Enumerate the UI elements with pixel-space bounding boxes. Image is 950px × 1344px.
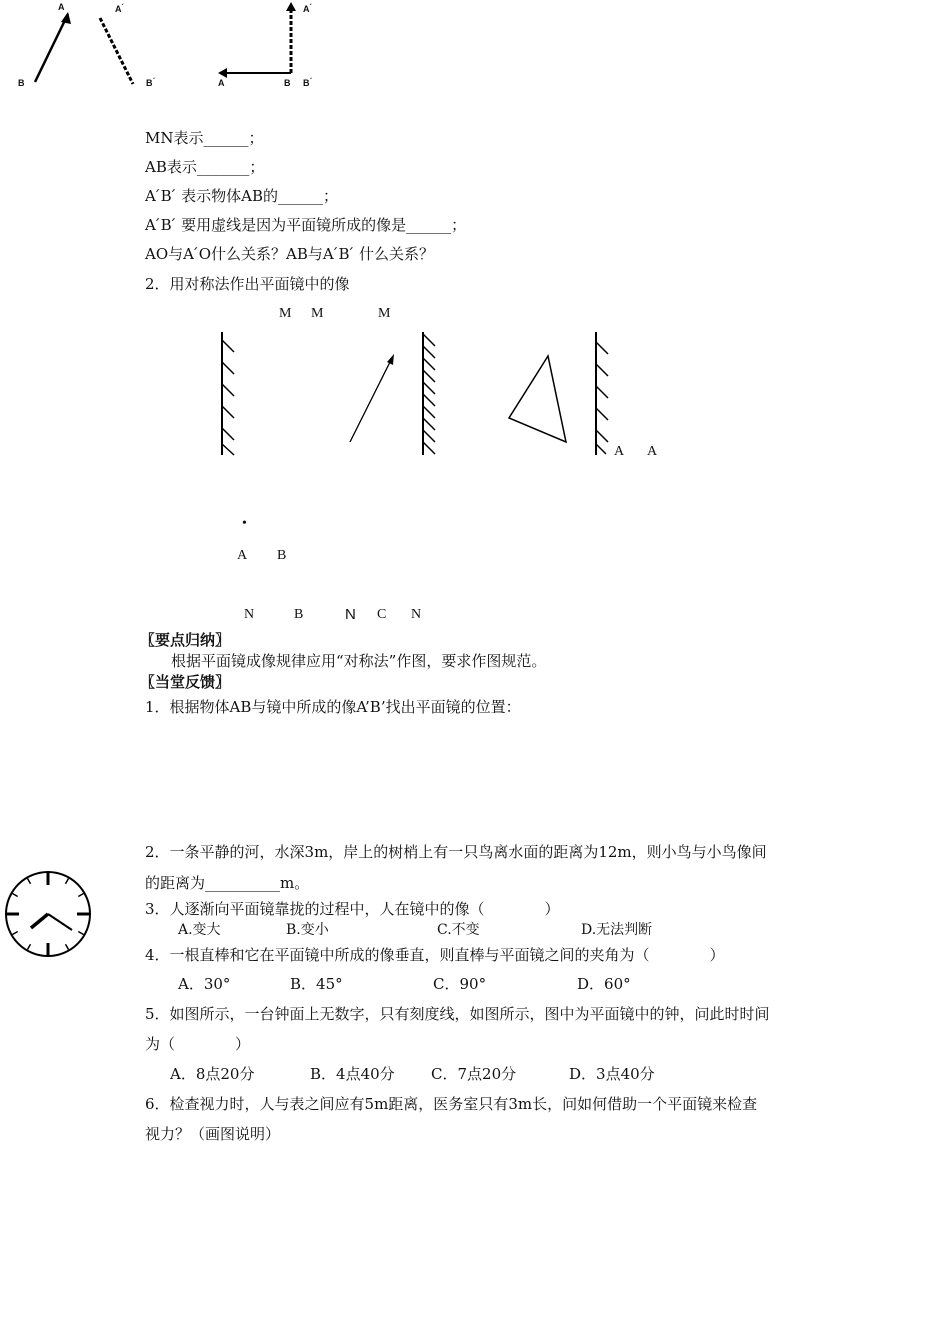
label-a-horizontal: A [218, 78, 225, 88]
label-b-horizontal: B [284, 78, 291, 88]
label-a-top: A [58, 2, 65, 12]
label-b-1: B [277, 548, 287, 563]
summary-heading: 〖要点归纳〗 [140, 631, 231, 649]
feedback-q4: 4．一根直棒和它在平面镜中所成的像垂直，则直棒与平面镜之间的夹角为（ ） [145, 946, 725, 964]
label-a-2: A [647, 444, 658, 459]
feedback-q2-line1: 2．一条平静的河，水深3m，岸上的树梢上有一只鸟离水面的距离为12m，则小鸟与小鸟像间 [145, 843, 767, 861]
label-c-1: C [377, 607, 387, 622]
q5-option-a: A．8点20分 [170, 1065, 255, 1083]
label-b-2: B [294, 607, 304, 622]
label-m-3: M [378, 306, 391, 321]
question-2-title: 2．用对称法作出平面镜中的像 [145, 275, 350, 293]
label-n-3: N [411, 607, 422, 622]
label-m-1: M [279, 306, 292, 321]
q4-option-b: B．45° [290, 975, 343, 993]
q5-option-b: B．4点40分 [310, 1065, 395, 1083]
question-mn: MN表示______； [145, 129, 264, 147]
q4-option-a: A．30° [178, 975, 231, 993]
feedback-q1: 1．根据物体AB与镜中所成的像A’B’找出平面镜的位置： [145, 698, 521, 716]
q5-option-d: D．3点40分 [569, 1065, 655, 1083]
feedback-q5-line2: 为（ ） [145, 1035, 251, 1053]
label-n-1: N [244, 607, 255, 622]
q4-option-d: D．60° [577, 975, 631, 993]
point-dot: • [242, 516, 247, 531]
q3-option-b: B.变小 [286, 922, 329, 938]
label-b-prime-top: B ́ [146, 78, 155, 88]
question-ao: AO与A ́O什么关系？AB与A ́B ́ 什么关系？ [145, 245, 435, 263]
question-apbp-2: A ́B ́ 要用虚线是因为平面镜所成的像是______； [145, 216, 467, 234]
q5-option-c: C．7点20分 [431, 1065, 517, 1083]
clock-minute-hand [48, 914, 72, 930]
label-b-prime-horizontal: B ́ [303, 78, 312, 88]
summary-text: 根据平面镜成像规律应用“对称法”作图，要求作图规范。 [171, 652, 547, 670]
q4-option-c: C．90° [433, 975, 487, 993]
label-m-2: M [311, 306, 324, 321]
label-a-prime-top: A ́ [115, 4, 124, 14]
feedback-q5-line1: 5．如图所示，一台钟面上无数字，只有刻度线，如图所示，图中为平面镜中的钟，问此时时间 [145, 1005, 770, 1023]
q3-option-a: A.变大 [178, 922, 221, 938]
clock-hour-hand [31, 914, 48, 928]
feedback-q2-line2: 的距离为__________m。 [145, 874, 310, 892]
label-n-2: N [345, 606, 356, 623]
feedback-q6-line1: 6．检查视力时，人与表之间应有5m距离，医务室只有3m长，问如何借助一个平面镜来检查 [145, 1095, 758, 1113]
feedback-q3: 3．人逐渐向平面镜靠拢的过程中，人在镜中的像（ ） [145, 900, 560, 918]
feedback-heading: 〖当堂反馈〗 [140, 673, 231, 691]
q3-option-c: C.不变 [437, 922, 480, 938]
question-ab: AB表示_______； [145, 158, 265, 176]
label-b-top: B [18, 78, 25, 88]
q3-option-d: D.无法判断 [581, 922, 653, 938]
label-a-prime-vertical: A ́ [303, 4, 312, 14]
feedback-q6-line2: 视力？（画图说明） [145, 1125, 281, 1143]
question-apbp-1: A ́B ́ 表示物体AB的______； [145, 187, 339, 205]
label-a-1: A [614, 444, 625, 459]
label-a-3: A [237, 548, 248, 563]
